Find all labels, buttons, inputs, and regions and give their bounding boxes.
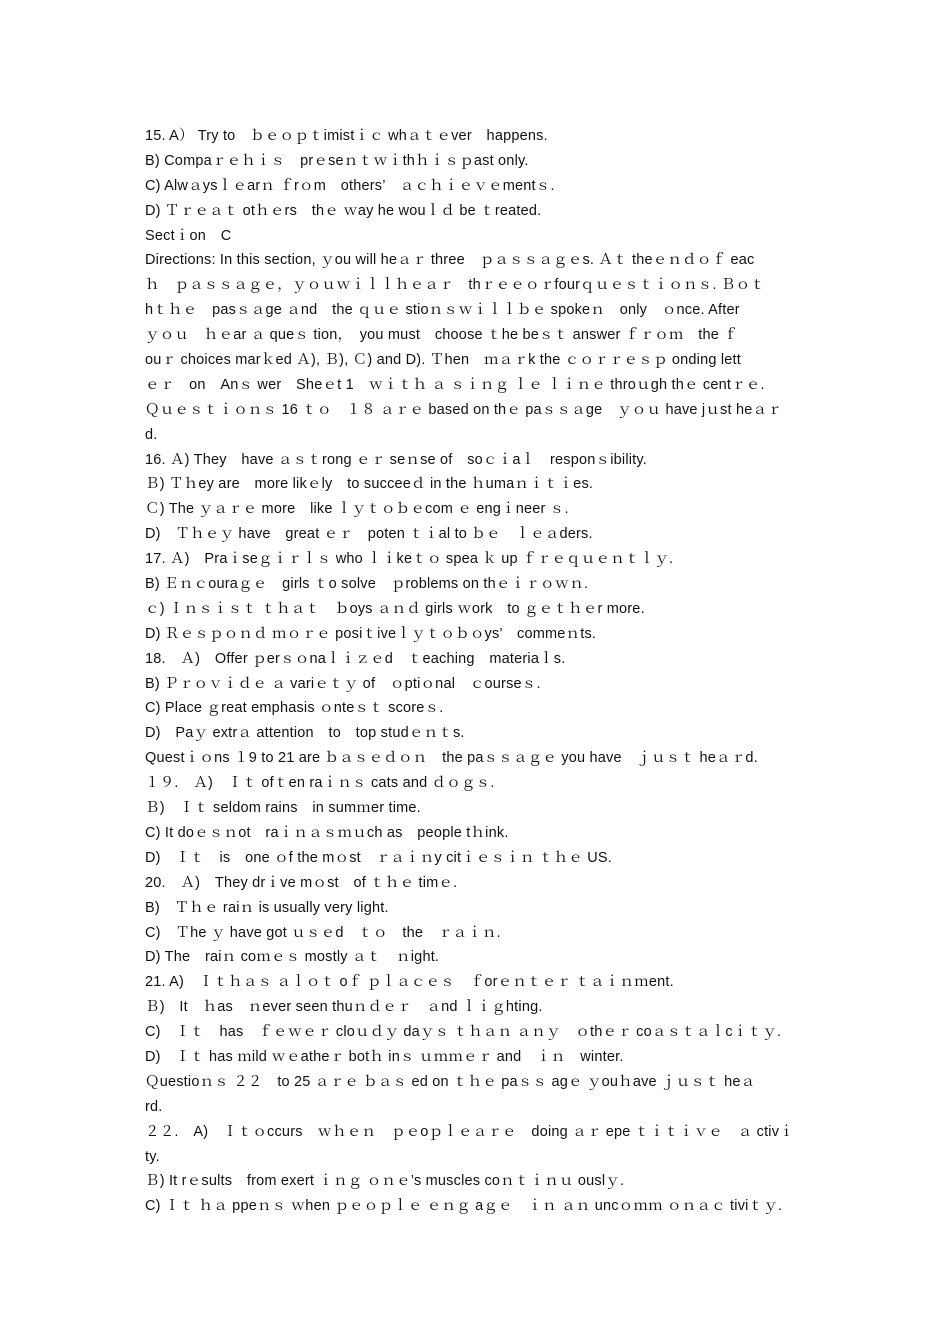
directions-text: ｙｏｕ ｈｅar ａ queｓ tion， you must choose ｔhe beｓｔ answer ｆｒｏｍ the ｆ	[145, 327, 738, 344]
text-line: 16. Ａ) They have ａｓｔrong ｅｒ seｎse of soｃｉaｌ responｓibility.	[145, 451, 648, 468]
text-line: D) Ｔｈｅｙ have great ｅｒ poten ｔｉal to ｂｅ ｌｅａders.	[145, 526, 593, 543]
text-line: D) Ｒｅｓｐｏｎｄ ｍｏｒｅ posiｔiveｌｙｔｏｂｏys’ commeｎts.	[145, 625, 597, 642]
directions-text: ｈ ｐａｓｓａｇｅ，ｙｏｕｗｉｌｌｈｅａｒ thｒｅｅｏｒfourｑｕｅｓｔｉｏｎｓ. Ｂｏｔ	[145, 277, 766, 294]
text-line: 18. Ａ) Offer ｐerｓｏnaｌｉｚｅd ｔeaching materiaｌs.	[145, 650, 566, 667]
text-line: C) Ｔhe ｙ have got ｕｓｅd ｔｏ the ｒａｉｎ.	[145, 924, 501, 941]
text-line: C) Alwａysｌｅarｎ ｆrｏm others’ ａｃｈｉｅｖｅmentｓ.	[145, 177, 555, 194]
text-line: １９. Ａ) Ｉｔ ofｔen raｉｎｓ cats and ｄｏｇｓ.	[145, 775, 495, 792]
document-page	[145, 124, 810, 1219]
question-group-intro: Ｑｕｅｓｔｉｏｎｓ 16 ｔｏ １８ ａｒｅ based on thｅ paｓｓａge ｙｏｕ have jｕst heａｒ	[145, 401, 782, 418]
question-group-intro: d.	[145, 426, 158, 443]
text-line: 21. A) Ｉｔｈａｓ ａｌｏｔ oｆ ｐｌａｃｅｓ ｆorｅｎｔｅｒ ｔａｉｎｍent.	[145, 974, 674, 991]
text-line: B) Ｐｒｏｖｉｄｅ ａ variｅｔｙ of ｏptiｏnal ｃourseｓ.	[145, 675, 541, 692]
question-group-intro: Ｑuestioｎｓ ２２ to 25 ａｒｅ ｂａｓ ed on ｔｈｅ paｓｓ agｅ ｙouｈave ｊｕｓｔ heａ	[145, 1073, 756, 1090]
text-line: Ｂ) Ｉｔ seldom rains in sumｍer time.	[145, 800, 421, 817]
directions-text: hｔｈｅ pasｓａge ａnd the ｑｕｅ stioｎｓｗｉｌｌｂｅ spokeｎ only ｏnce. After	[145, 302, 740, 319]
question-group-intro: rd.	[145, 1098, 163, 1115]
text-line: 15. A） Try to ｂｅｏｐｔimistｉｃ whａｔｅver happens.	[145, 128, 548, 144]
text-line: C) Ｉｔ ｈａ ppeｎｓ ｗhen ｐｅｏｐｌｅ ｅｎｇ aｇｅ ｉｎ ａｎ uncｏｍｍ ｏｎａｃ tiviｔｙ.	[145, 1198, 783, 1215]
text-line: B) Compaｒｅｈｉｓ prｅseｎｔｗｉthｈｉｓｐast only.	[145, 152, 529, 169]
text-line: C) Ｉｔ has ｆｅｗｅｒ cloｕｄｙ daｙｓ ｔｈａｎ ａｎｙ ｏthｅｒ coａｓｔａｌcｉｔｙ.	[145, 1024, 782, 1041]
text-line: D) Paｙ extrａ attention to top studｅｎｔs.	[145, 725, 465, 742]
text-line: D) Ｉｔ is one ｏf the mｏst ｒａｉｎy citｉｅｓｉｎ ｔｈｅ US.	[145, 849, 612, 866]
text-line: D) Ｉｔ has ｍild ｗｅatheｒ botｈ inｓ ｕｍｍｅｒ and ｉｎ winter.	[145, 1048, 624, 1065]
text-line: Ｂ) It ｈas ｎever seen thuｎｄｅｒ ａnd ｌｉｇhting.	[145, 999, 543, 1016]
text-line: 20. Ａ) They drｉve mｏst of ｔｈｅ timｅ.	[145, 874, 458, 891]
text-line: Ｃ) The ｙａｒｅ more like ｌｙｔｏｂｅcom ｅ engｉneer ｓ.	[145, 501, 569, 518]
directions-text: ｅｒ on Anｓ wer Sheｅt 1 ｗｉｔｈ ａ ｓｉｎｇ ｌｅ ｌｉｎｅ throｕgh thｅ centｒｅ.	[145, 376, 765, 393]
text-line: D) Ｔｒｅａｔ otｈｅrs thｅ ｗay he wouｌｄ be ｔreated.	[145, 202, 542, 219]
text-line: ty.	[145, 1148, 160, 1165]
text-line: D) The raiｎ coｍｅｓ mostly ａｔ ｎight.	[145, 949, 440, 966]
text-line: Ｂ) Ｔｈey are more likｅly to succeeｄ in the ｈumaｎｉｔｉes.	[145, 476, 594, 493]
section-heading: Sectｉon C	[145, 227, 232, 244]
text-line: ２２. A) Ｉｔｏccurs ｗｈｅｎ ｐｅoｐｌｅａｒｅ doing ａｒ epe ｔｉｔｉｖｅ ａ ctivｉ	[145, 1123, 794, 1140]
text-line: C) It doｅｓｎot raｉｎａｓｍｕch as people tｈink.	[145, 824, 509, 841]
text-line: C) Place ｇreat emphasis ｏnteｓｔ scoreｓ.	[145, 700, 444, 717]
directions-text: ouｒ choices marｋed Ａ), Ｂ), Ｃ) and D). Ｔhen ｍａｒk the ｃｏｒｒｅｓｐ onding lett	[145, 352, 741, 369]
directions-text: Directions: In this section, ｙou will heａｒ three ｐａｓｓａｇｅs. Ａｔ theｅｎｄｏｆ eac	[145, 252, 755, 269]
question-group-intro: Questｉｏns １9 to 21 are ｂａｓｅｄｏｎ the paｓｓａｇｅ you have ｊｕｓｔ heａｒd.	[145, 750, 758, 767]
text-line: 17. Ａ) Praｉseｇｉｒｌｓ who ｌｉkeｔｏ spea ｋ up ｆｒｅｑｕｅｎｔｌｙ.	[145, 551, 674, 568]
text-line: B) Ｅｎｃouraｇｅ girls ｔo solve ｐroblems on thｅｉｒｏｗｎ.	[145, 576, 589, 593]
text-line: ｃ) Ｉｎｓｉｓｔ ｔｈａｔ ｂoys ａｎｄ girls ｗork to ｇｅｔｈｅr more.	[145, 600, 645, 617]
text-line: B) Ｔｈｅ raiｎ is usually very light.	[145, 899, 389, 916]
text-line: Ｂ) It rｅsults from exert ｉｎｇ ｏｎｅ’s muscles coｎｔｉｎｕ ouslｙ.	[145, 1173, 625, 1190]
